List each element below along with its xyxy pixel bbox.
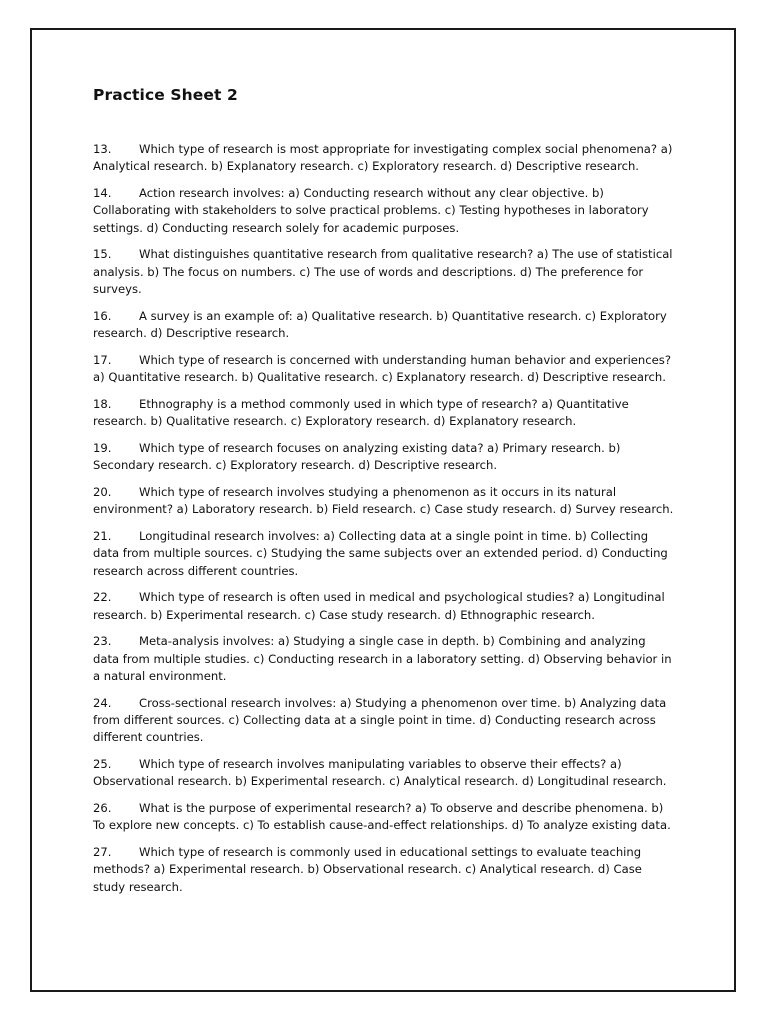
- question-number: 16.: [93, 308, 112, 323]
- question-item: [93, 844, 675, 896]
- question-text: What is the purpose of experimental research? a) To observe and describe phenomena. b) To explore new concepts. c) To establish cause-and-effect relationships. d) To analyze existing data.: [93, 801, 671, 833]
- question-text: Which type of research is commonly used in educational settings to evaluate teaching methods? a) Experimental research. b) Observational research. c) Analytical research. d) Case study research.: [93, 845, 642, 894]
- question-number: 20.: [93, 484, 112, 499]
- question-text: Which type of research is most appropriate for investigating complex social phenomena? a) Analytical research. b) Explanatory research. c) Exploratory research. d) Descriptive research.: [93, 142, 673, 174]
- question-number: 17.: [93, 352, 112, 367]
- question-number: 23.: [93, 634, 112, 649]
- question-number: 19.: [93, 440, 112, 455]
- question-item: [93, 185, 675, 237]
- question-text: Longitudinal research involves: a) Collecting data at a single point in time. b) Collecting data from multiple sources. c) Studying the same subjects over an extended period. d) Conducting research across different countries.: [93, 528, 668, 578]
- question-number: 21.: [93, 528, 112, 543]
- question-item: [93, 528, 675, 580]
- question-item: [93, 756, 675, 791]
- page-title: Practice Sheet 2: [93, 86, 238, 104]
- question-item: [93, 589, 675, 624]
- question-item: [93, 633, 675, 685]
- question-number: 14.: [93, 186, 112, 200]
- question-item: [93, 440, 675, 475]
- question-item: [93, 800, 675, 835]
- question-item: [93, 308, 675, 343]
- question-number: 24.: [93, 695, 112, 710]
- question-text: What distinguishes quantitative research from qualitative research? a) The use of statistical analysis. b) The focus on numbers. c) The use of words and descriptions. d) The preference for surveys.: [93, 247, 673, 297]
- question-number: 27.: [93, 845, 112, 860]
- question-text: Which type of research focuses on analyzing existing data? a) Primary research. b) Secondary research. c) Exploratory research. d) Descriptive research.: [93, 440, 621, 473]
- question-text: Meta-analysis involves: a) Studying a single case in depth. b) Combining and analyzing data from multiple studies. c) Conducting research in a laboratory setting. d) Observing behavior in a natural environment.: [93, 634, 672, 684]
- question-item: [93, 396, 675, 431]
- question-item: [93, 484, 675, 519]
- question-text: Cross-sectional research involves: a) Studying a phenomenon over time. b) Analyzing data from different sources. c) Collecting data at a single point in time. d) Conducting research across different countries.: [93, 695, 667, 745]
- question-number: 13.: [93, 142, 112, 156]
- question-number: 22.: [93, 590, 112, 605]
- question-text: Which type of research is often used in medical and psychological studies? a) Longitudinal research. b) Experimental research. c) Case study research. d) Ethnographic research.: [93, 590, 665, 622]
- question-number: 25.: [93, 757, 112, 772]
- question-item: [93, 141, 675, 176]
- question-item: [93, 246, 675, 298]
- question-number: 15.: [93, 247, 112, 262]
- question-list: [93, 141, 675, 905]
- question-number: 26.: [93, 801, 112, 816]
- question-text: A survey is an example of: a) Qualitative research. b) Quantitative research. c) Exploratory research. d) Descriptive research.: [93, 308, 667, 341]
- question-text: Action research involves: a) Conducting research without any clear objective. b) Collaborating with stakeholders to solve practical problems. c) Testing hypotheses in laboratory settings. d) Conducting research solely for academic purposes.: [93, 186, 649, 235]
- question-number: 18.: [93, 396, 112, 411]
- question-text: Which type of research is concerned with understanding human behavior and experiences? a) Quantitative research. b) Qualitative research. c) Explanatory research. d) Descriptive research.: [93, 352, 671, 385]
- question-item: [93, 352, 675, 387]
- question-text: Which type of research involves manipulating variables to observe their effects? a) Observational research. b) Experimental research. c) Analytical research. d) Longitudinal research.: [93, 757, 667, 789]
- question-text: Which type of research involves studying a phenomenon as it occurs in its natural environment? a) Laboratory research. b) Field research. c) Case study research. d) Survey research.: [93, 484, 674, 517]
- question-item: [93, 695, 675, 747]
- question-text: Ethnography is a method commonly used in which type of research? a) Quantitative research. b) Qualitative research. c) Exploratory research. d) Explanatory research.: [93, 396, 629, 429]
